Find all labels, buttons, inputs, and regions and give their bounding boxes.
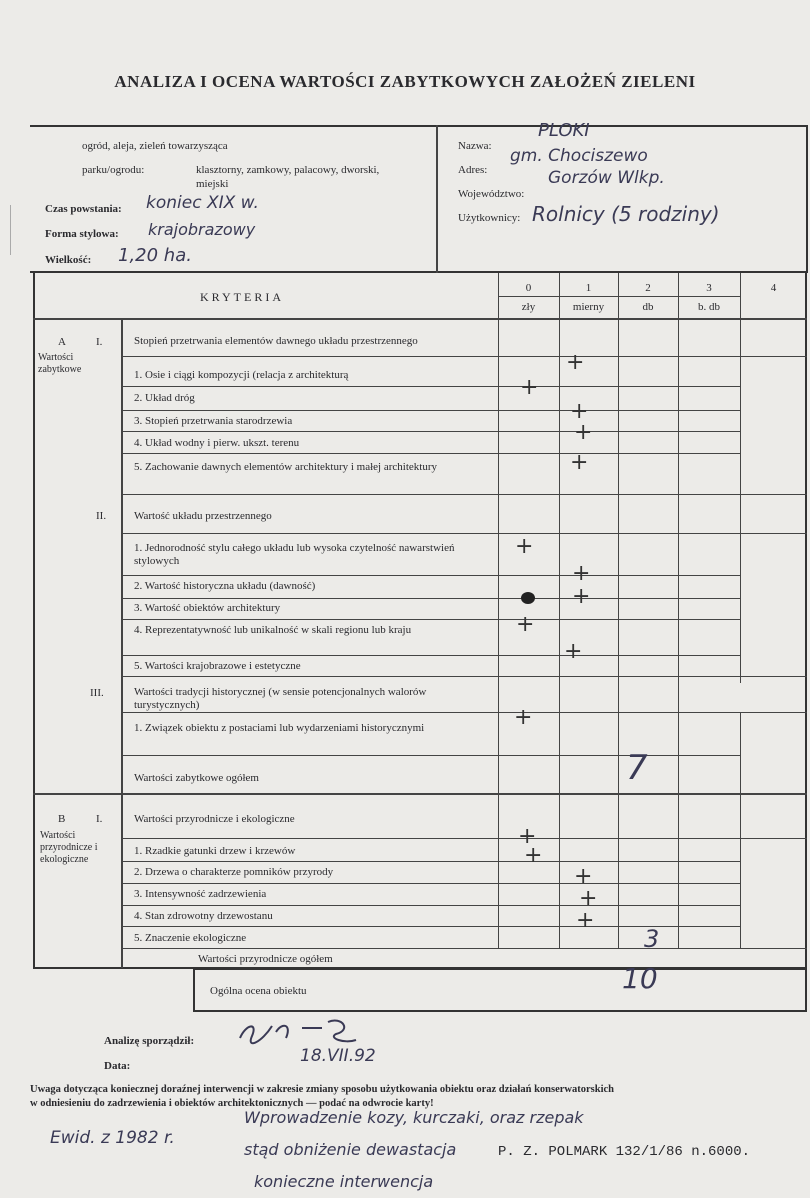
mark-g1-1-header: + [566,350,585,375]
forma-label: Forma stylowa: [45,228,119,240]
section-a-total-label: Wartości zabytkowe ogółem [134,772,259,784]
mark-g2-5: + [564,639,583,664]
b-item-1: 1. Rzadkie gatunki drzew i krzewów [134,845,296,857]
uwaga-line-2: w odniesieniu do zadrzewienia i obiektów architektonicznych — podać na odwrocie karty! [30,1098,434,1109]
g1-item-4: 4. Układ wodny i pierw. ukszt. terenu [134,437,300,449]
print-code: P. Z. POLMARK 132/1/86 n.6000. [498,1144,751,1160]
note-left: Ewid. z 1982 r. [50,1128,175,1148]
score-label-1: mierny [572,301,605,313]
score-0: 0 [525,282,532,294]
group3-title: Wartości tradycji historycznej (w sensie potencjonalnych walorów turystycznych) [134,686,427,711]
wojewodztwo-value: Gorzów Wlkp. [548,168,665,188]
section-a-letter: A [58,336,66,348]
g1-item-5: 5. Zachowanie dawnych elementów architektury i małej architektury [134,461,437,473]
b-item-3: 3. Intensywność zadrzewienia [134,888,267,900]
score-1: 1 [585,282,592,294]
section-b-roman-1: I. [96,813,103,825]
nazwa-value: PLOKI [538,120,590,141]
analiza-label: Analizę sporządził: [104,1035,195,1047]
section-a-roman-2: II. [96,510,107,522]
score-label-0: zły [521,301,536,313]
mark-b-4: + [576,908,595,933]
score-label-3: b. db [698,301,720,313]
mark-g1-3: + [570,399,589,424]
score-2: 2 [645,282,651,294]
mark-g2-4: + [516,612,535,637]
czas-value: koniec XIX w. [146,193,259,213]
b-item-2: 2. Drzewa o charakterze pomników przyrody [134,866,334,878]
uwaga-line-1: Uwaga dotycząca koniecznej doraźnej interwencji w zakresie zmiany sposobu użytkowania obiektu oraz działań konserwatorskich [30,1084,614,1095]
wielkosc-value: 1,20 ha. [118,245,192,266]
mark-g1-5: + [570,450,589,475]
data-value: 18.VII.92 [300,1046,376,1066]
kryteria-header: KRYTERIA [200,290,284,304]
score-label-2: db [642,301,654,313]
mark-g2-2: + [572,561,591,586]
g2-item-4: 4. Reprezentatywność lub unikalność w skali regionu lub kraju [134,624,412,636]
section-b-total-value: 3 [644,925,660,953]
section-b-group-title: Wartości przyrodnicze i ekologiczne [134,813,295,825]
wielkosc-label: Wielkość: [45,254,92,266]
section-a-roman-1: I. [96,336,103,348]
mark-g1-1: + [520,375,539,400]
park-type-values-2: miejski [196,178,229,190]
mark-g1-4: + [574,420,593,445]
section-a-roman-3: III. [90,687,104,699]
wojewodztwo-label: Województwo: [458,188,525,200]
g2-item-5: 5. Wartości krajobrazowe i estetyczne [134,660,301,672]
section-a-total-value: 7 [626,748,648,788]
object-type-line: ogród, aleja, zieleń towarzysząca [82,140,228,152]
mark-b-1: + [524,843,543,868]
g2-item-1: 1. Jednorodność stylu całego układu lub wysoka czytelność nawarstwień stylowych [134,542,455,567]
adres-label: Adres: [458,164,488,176]
data-label: Data: [104,1060,131,1072]
mark-b-2: + [574,864,593,889]
g1-item-2: 2. Układ dróg [134,392,195,404]
park-type-label: parku/ogrodu: [82,164,145,176]
nazwa-label: Nazwa: [458,140,492,152]
section-b-total-label: Wartości przyrodnicze ogółem [198,953,333,965]
forma-value: krajobrazowy [148,220,256,239]
adres-value: gm. Chociszewo [510,146,648,166]
group1-title: Stopień przetrwania elementów dawnego układu przestrzennego [134,335,418,347]
mark-g2-1: + [515,534,534,559]
note-line-3: konieczne interwencja [254,1172,434,1191]
mark-b-3: + [579,886,598,911]
section-a-side-label: Wartości zabytkowe [38,352,82,375]
g2-item-2: 2. Wartość historyczna układu (dawność) [134,580,316,592]
page-title: ANALIZA I OCENA WARTOŚCI ZABYTKOWYCH ZAŁOŻEŃ ZIELENI [114,72,696,91]
mark-b-header: + [518,824,537,849]
binding-margin [0,205,11,255]
note-line-2: stąd obniżenie dewastacja [244,1140,457,1159]
score-3: 3 [706,282,712,294]
czas-label: Czas powstania: [45,203,122,215]
group2-title: Wartość układu przestrzennego [134,510,272,522]
b-item-4: 4. Stan zdrowotny drzewostanu [134,910,273,922]
g3-item-1: 1. Związek obiektu z postaciami lub wydarzeniami historycznymi [134,722,425,734]
note-line-1: Wprowadzenie kozy, kurczaki, oraz rzepak [244,1108,584,1127]
overall-label: Ogólna ocena obiektu [210,985,307,997]
score-4: 4 [770,282,777,294]
g1-item-1: 1. Osie i ciągi kompozycji (relacja z architekturą [134,369,349,381]
overall-value: 10 [622,962,658,995]
mark-g3-1: + [514,705,533,730]
uzytkownicy-label: Użytkownicy: [458,212,521,224]
park-type-values: klasztorny, zamkowy, palacowy, dworski, [196,164,380,176]
uzytkownicy-value: Rolnicy (5 rodziny) [532,202,720,226]
g2-item-3: 3. Wartość obiektów architektury [134,602,281,614]
b-item-5: 5. Znaczenie ekologiczne [134,932,247,944]
g1-item-3: 3. Stopień przetrwania starodrzewia [134,415,293,427]
section-b-letter: B [58,813,66,825]
section-b-side-label: Wartości przyrodnicze i ekologiczne [40,830,98,865]
mark-g2-3-blot [521,592,535,604]
mark-g2-3: + [572,584,591,609]
